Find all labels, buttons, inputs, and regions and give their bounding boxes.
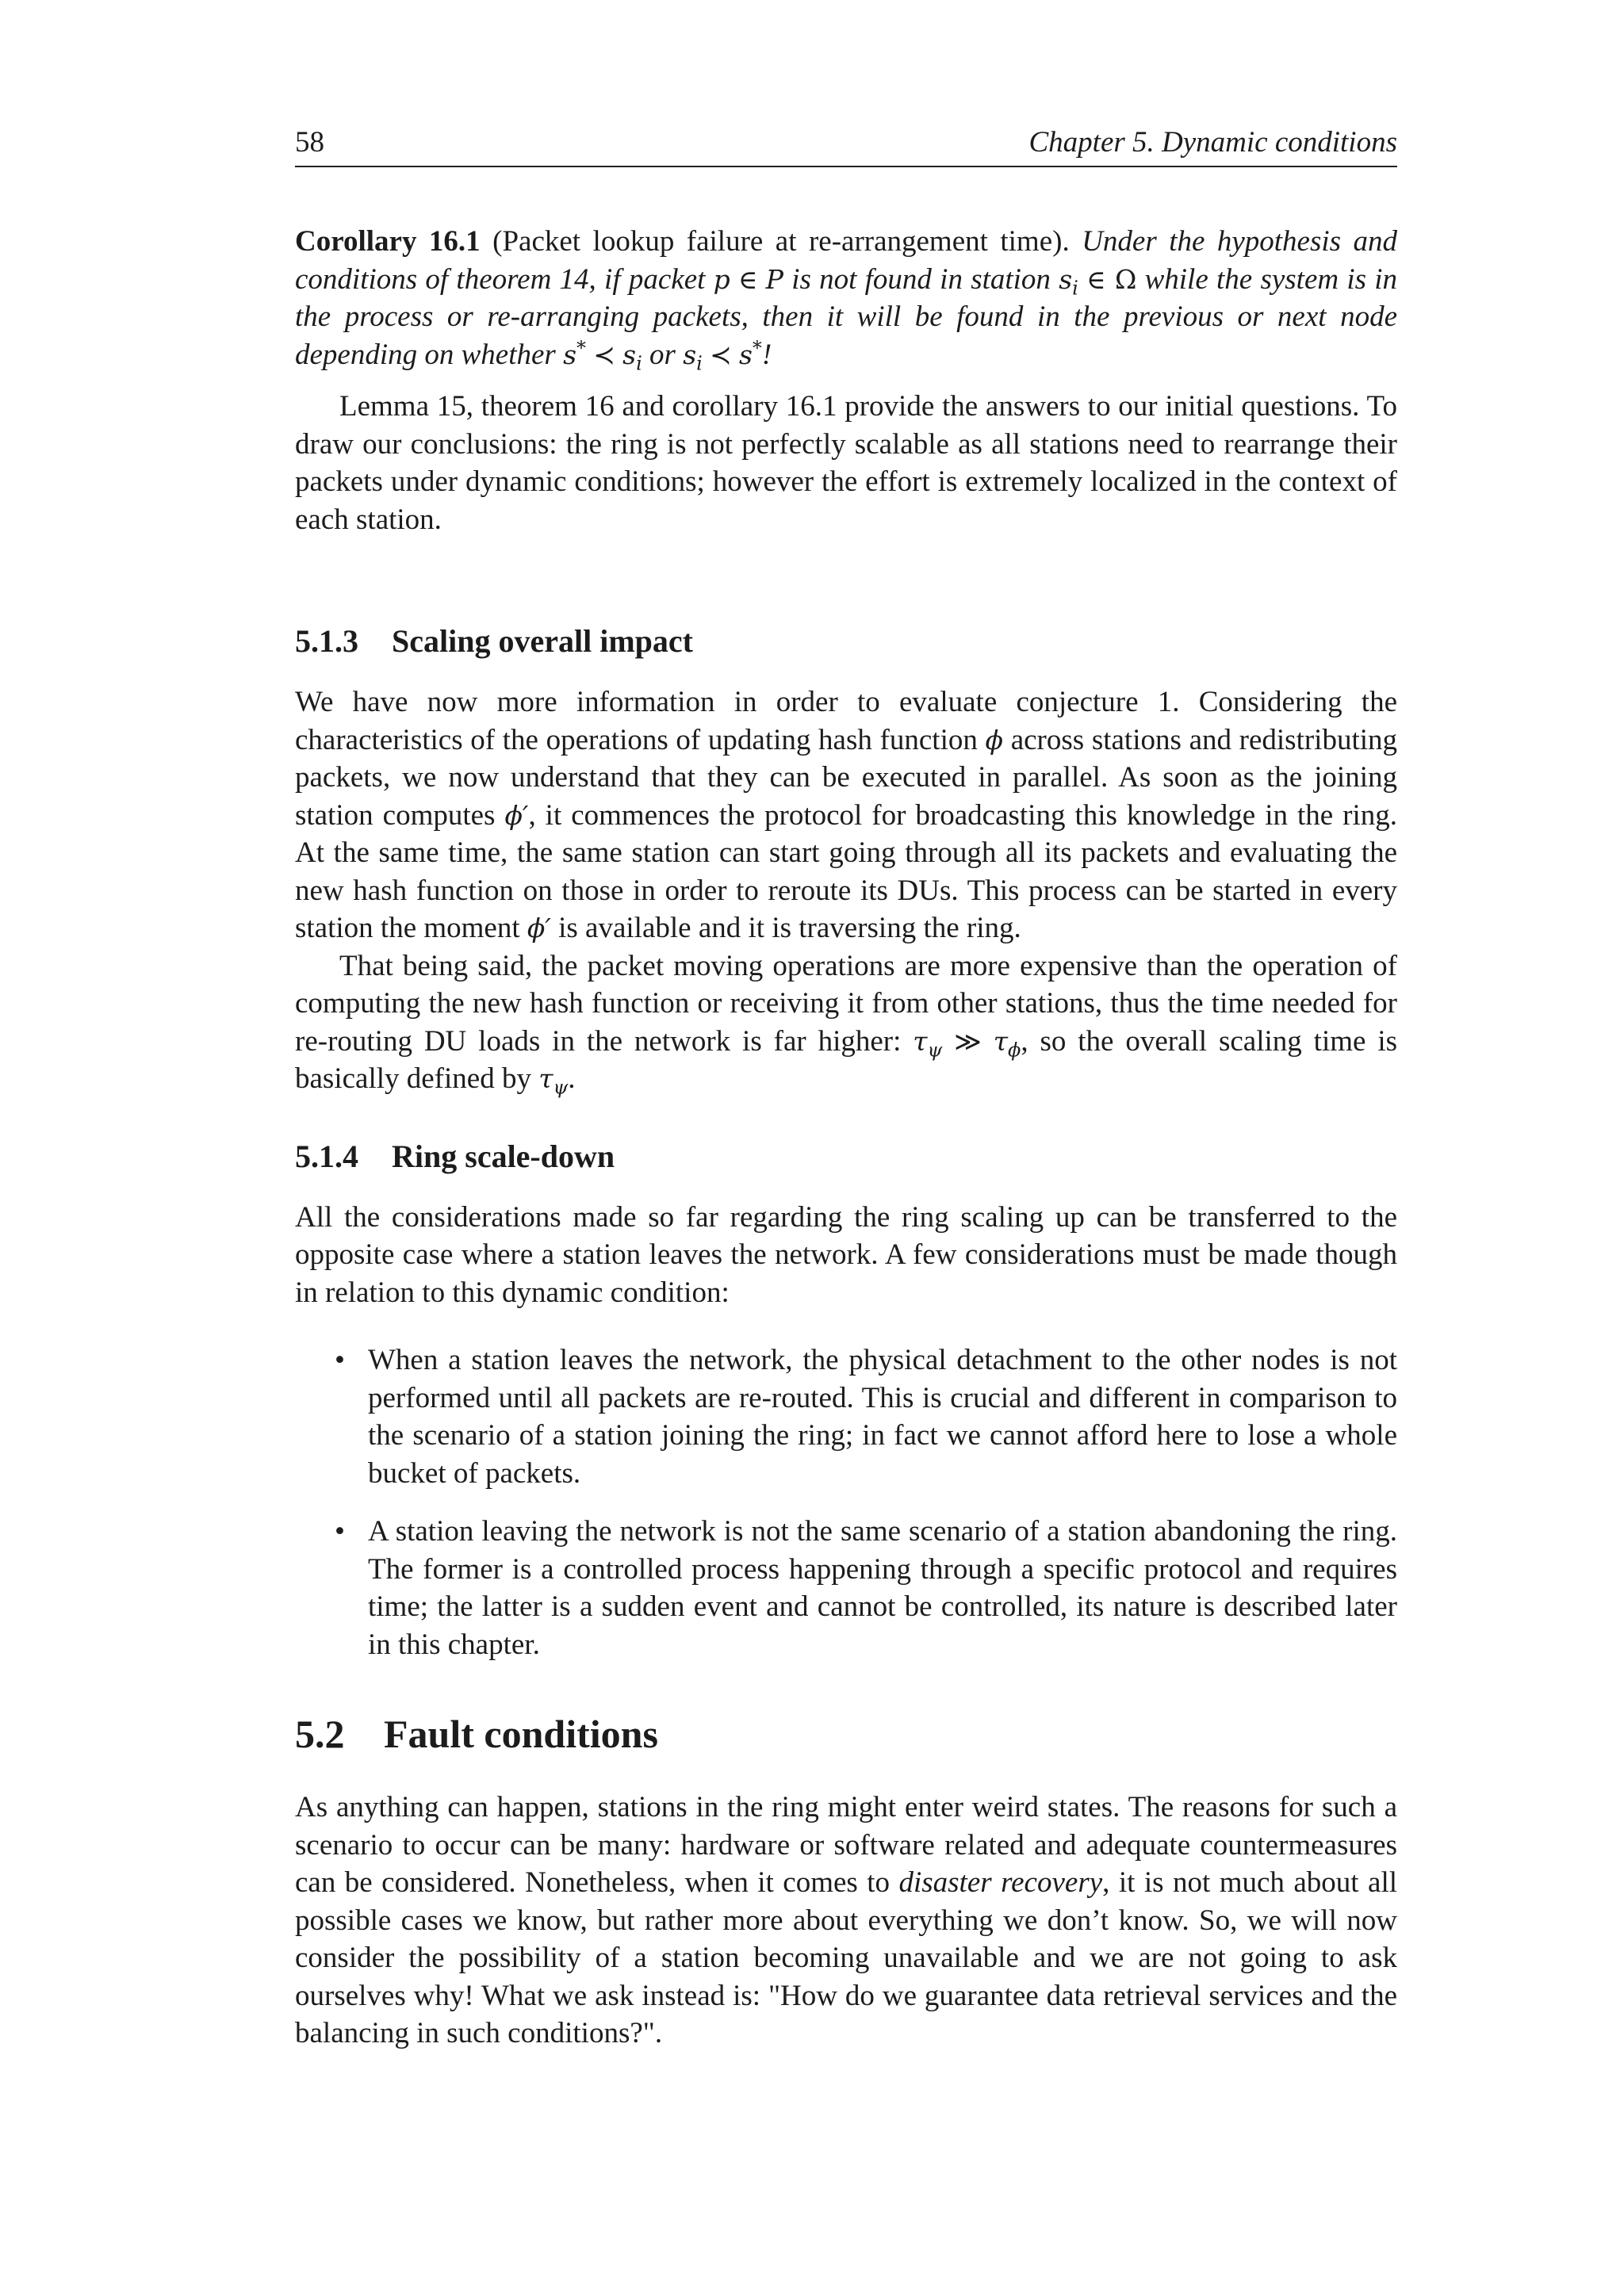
list-item-text: When a station leaves the network, the physical detachment to the other nodes is not performed until all packets are re-routed. This is crucial and different in comparison to the scenario of a station joining the ring; in fact we cannot afford here to lose a whole bucket of packets.	[368, 1344, 1397, 1490]
list-item	[295, 1341, 1397, 1492]
fault-text-b: , it is not much about all possible cases we know, but rather more about everything we don’t know. So, we will now consider the possibility of a station becoming unavailable and we are not going to ask ourselves why! What we ask instead is: "How do we guarantee data retrieval services and the balancing in such conditions?".	[295, 1866, 1398, 2049]
section-heading-5-2	[295, 1711, 1397, 1757]
scale-down-list	[295, 1341, 1397, 1663]
corollary-text-2: is not found in station	[791, 262, 1051, 296]
corollary-text-4: or	[649, 338, 676, 371]
corollary-text-1: Under the hypothesis and conditions of theorem 14, if packet	[295, 225, 1398, 296]
bullet-icon: •	[335, 1515, 345, 1548]
corollary-name: (Packet lookup failure at re-arrangement time).	[492, 225, 1070, 258]
lemma-paragraph: Lemma 15, theorem 16 and corollary 16.1 provide the answers to our initial questions. To draw our conclusions: the ring is not perfectly scalable as all stations need to rearrange their packets under dynamic conditions; however the effort is extremely localized in the context of each station.	[295, 390, 1397, 536]
section-heading-5-1-4	[295, 1138, 1397, 1175]
scaling-text-c: , it commences the protocol for broadcasting this knowledge in the ring. At the same time, the same station can start going through all its packets and evaluating the new hash function on those in order to reroute its DUs. This process can be started in every station the moment	[295, 798, 1398, 944]
corollary-text-3: while the system is in the process or re-arranging packets, then it will be found in the previous or next node depending on whether	[295, 262, 1398, 371]
scaling-text-d: is available and it is traversing the ring.	[558, 912, 1021, 944]
running-header	[295, 125, 1397, 167]
section-number: 5.1.4	[295, 1138, 358, 1174]
fault-text-a: As anything can happen, stations in the ring might enter weird states. The reasons for such a scenario to occur can be many: hardware or software related and adequate countermeasures can be considered. Nonetheless, when it comes to	[295, 1791, 1397, 1899]
section-number: 5.1.3	[295, 623, 358, 659]
fault-text-emphasis: disaster recovery	[898, 1866, 1103, 1899]
list-item	[295, 1513, 1397, 1663]
scaling-text-a: We have now more information in order to evaluate conjecture 1. Considering the characteristics of the operations of updating hash function	[295, 686, 1397, 756]
section-title: Scaling overall impact	[392, 623, 693, 659]
list-item-text: A station leaving the network is not the same scenario of a station abandoning the ring. The former is a controlled process happening through a specific protocol and requires time; the latter is a sudden event and cannot be controlled, its nature is described later in this chapter.	[368, 1515, 1397, 1661]
corollary-statement: Corollary 16.1 (Packet lookup failure at re-arrangement time). Under the hypothesis and conditions of theorem 14, if packet p ∈ P is not found in station $s_i$ ∈ Ω while the system is in the process or re-arranging packets, then it will be found in the previous or next node depending on whether s* ≺ $s_i$ or $s_i$ ≺ s*!	[295, 225, 1398, 375]
scaling-text-g: .	[568, 1062, 576, 1095]
section-title: Fault conditions	[384, 1712, 658, 1756]
fault-conditions-paragraph	[295, 1789, 1397, 2053]
section-heading-5-1-3	[295, 622, 1397, 660]
scaling-text-b: across stations and redistributing packets, we now understand that they can be executed in parallel. As soon as the joining station computes	[295, 723, 1398, 832]
scale-down-intro: All the considerations made so far regarding the ring scaling up can be transferred to the opposite case where a station leaves the network. A few considerations must be made though in relation to this dynamic condition:	[295, 1200, 1397, 1309]
document-page	[295, 125, 1397, 2053]
page-number: 58	[295, 126, 324, 159]
section-number: 5.2	[295, 1712, 345, 1756]
section-title: Ring scale-down	[392, 1138, 615, 1174]
corollary-text-5: !	[761, 338, 772, 371]
bullet-icon: •	[335, 1344, 345, 1376]
scaling-text-f: , so the overall scaling time is basically defined by	[295, 1024, 1397, 1095]
scaling-paragraph-1: We have now more information in order to evaluate conjecture 1. Considering the characteristics of the operations of updating hash function ϕ across stations and redistributing packets, we now understand that they can be executed in parallel. As soon as the joining station computes ϕ′, it commences the protocol for broadcasting this knowledge in the ring. At the same time, the same station can start going through all its packets and evaluating the new hash function on those in order to reroute its DUs. This process can be started in every station the moment ϕ′ is available and it is traversing the ring.	[295, 686, 1398, 944]
corollary-label: Corollary 16.1	[295, 225, 481, 258]
scaling-text-e: That being said, the packet moving operations are more expensive than the operation of computing the new hash function or receiving it from other stations, thus the time needed for re-routing DU loads in the network is far higher:	[295, 949, 1397, 1058]
scaling-paragraph-2: That being said, the packet moving operations are more expensive than the operation of computing the new hash function or receiving it from other stations, thus the time needed for re-routing DU loads in the network is far higher: $\tau_\psi$ ≫ $\tau_\phi$, so the overall scaling time is basically defined by $\tau_\psi$.	[295, 949, 1397, 1099]
chapter-title: Chapter 5. Dynamic conditions	[1028, 126, 1397, 159]
